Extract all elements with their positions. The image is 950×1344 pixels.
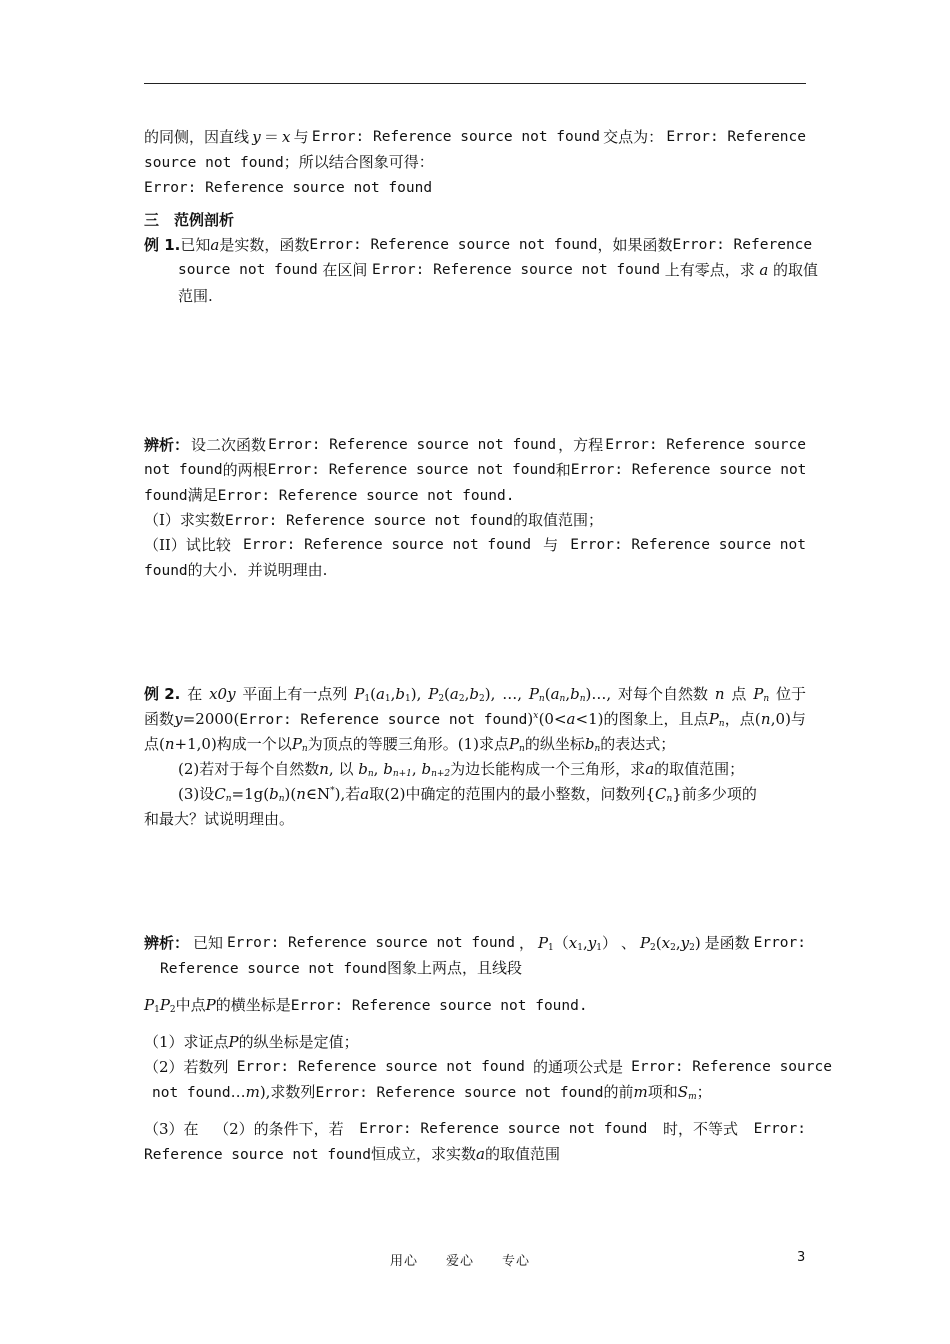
analysis-label: 辨析： (144, 934, 190, 952)
text: ，点( (724, 710, 761, 728)
example-1-line-3: 范围. (178, 287, 213, 305)
ref-error: Error: Reference source not found (371, 262, 661, 278)
var-n: n (164, 735, 175, 753)
text: 的通项公式是 (532, 1058, 623, 1076)
text: 的前 (603, 1083, 634, 1101)
ref-error: Error: Reference source not found. (290, 998, 588, 1014)
analysis-2-line-1 (144, 934, 806, 952)
text: ＝ (263, 128, 279, 146)
text: ,0)与 (770, 710, 806, 728)
condition: (0<a<1)的图象上，且点 (538, 710, 709, 728)
analysis-1-part-ii-cont (144, 561, 327, 580)
ref-error: Error: Reference source not found (144, 180, 433, 196)
analysis-1-part-ii (144, 536, 806, 554)
ref-error: Error: Reference source not (570, 462, 807, 478)
analysis-label: 辨析： (144, 436, 190, 454)
text: 的大小．并说明理由. (187, 561, 328, 579)
example-2-part-3 (178, 785, 757, 803)
text: )( (284, 785, 297, 803)
var-sm: $S_m$ (677, 1083, 697, 1102)
text: 位于 (775, 685, 806, 703)
ref-error: Error: Reference source not found (311, 129, 600, 145)
ref-error: Error: Reference source not found (359, 1121, 648, 1137)
point-pn: $P_n(a_n,b_n)\dots$, (528, 685, 612, 704)
analysis-2-line-3 (144, 996, 588, 1015)
text: ),若 (334, 785, 361, 803)
text: ；所以结合图象可得： (283, 153, 434, 171)
text: 的纵坐标是定值； (238, 1033, 359, 1051)
footer-slogan: 用心 爱心 专心 (390, 1254, 531, 1269)
text: 设二次函数 (191, 436, 267, 454)
text: 、 (620, 934, 636, 952)
text: 在 (187, 685, 203, 703)
text: =1g( (231, 785, 270, 803)
text: 点 (731, 685, 747, 703)
example-label: 例 1. (144, 236, 181, 254)
ref-error: Error: Reference source not found. (217, 488, 515, 504)
point-pn: $P_n$ (708, 710, 725, 729)
text: 为边长能构成一个三角形，求 (450, 760, 646, 778)
text: 对每个自然数 (617, 685, 708, 703)
text: （I）求实数 (144, 511, 225, 529)
section-heading: 三 范例剖析 (144, 211, 235, 229)
text: ),求数列 (259, 1083, 316, 1101)
var-n: n (714, 685, 725, 703)
text: 和 (555, 461, 571, 479)
text: 的同侧，因直线 (144, 128, 250, 146)
ref-error: Reference source not found (160, 961, 387, 977)
ref-error: Error: Reference (666, 129, 806, 145)
text: 与 (543, 536, 559, 554)
text: ， (518, 934, 534, 952)
text: 的取值范围 (484, 1145, 560, 1163)
var-m: m (633, 1083, 648, 1101)
var-xoy: x0y (209, 685, 236, 703)
text: +1,0)构成一个以 (174, 735, 292, 753)
text: （2）若数列 (144, 1058, 229, 1076)
var-a: a (210, 236, 220, 254)
text: 平面上有一点列 (242, 685, 348, 703)
analysis-2-part-3-cont (144, 1145, 560, 1164)
ref-error: source not found (178, 262, 318, 278)
text: ∈N (305, 785, 331, 803)
page-number: 3 (797, 1250, 806, 1265)
text: （3）在 (144, 1120, 199, 1138)
ref-error: not found (144, 462, 223, 478)
point-p2: $P_2(a_2,b_2)$, (428, 685, 496, 704)
text: 恒成立，求实数 (370, 1145, 476, 1163)
example-2-line-3 (144, 735, 675, 753)
segment-p1p2: $P_1P_2$ (144, 996, 176, 1015)
text: 图象上两点，且线段 (386, 959, 522, 977)
example-label: 例 2. (144, 685, 181, 703)
text: （II）试比较 (144, 536, 231, 554)
analysis-2-part-1 (144, 1033, 359, 1051)
var-a: a (476, 1145, 485, 1163)
ref-error: source not found (144, 155, 284, 171)
analysis-1-part-i (144, 511, 603, 530)
text: 是实数，函数 (219, 236, 310, 254)
ref-error: Error: (753, 1121, 806, 1137)
var-p: P (205, 996, 216, 1014)
text: 与 (293, 128, 309, 146)
var-bn: $b_n$ (584, 735, 601, 754)
var-x: x (282, 128, 291, 146)
var-bn1: $b_{n+1}$, (383, 760, 417, 779)
text: 项和 (647, 1083, 678, 1101)
analysis-1-line-1 (144, 436, 806, 454)
text: }前多少项的 (672, 785, 757, 803)
example-2-line-6: 和最大？试说明理由。 (144, 810, 295, 828)
ref-error: Error: Reference source not found (242, 537, 532, 553)
intro-line-3 (144, 178, 432, 197)
point-pn: $P_n$ (753, 685, 770, 704)
text: (3)设 (178, 785, 215, 803)
point-pn: $P_n$ (291, 735, 308, 754)
ref-error: Reference source not found (144, 1147, 371, 1163)
ref-error: Error: (753, 935, 806, 951)
analysis-2-part-2 (144, 1058, 832, 1076)
text: 函数 (144, 710, 175, 728)
analysis-2-line-2 (160, 959, 522, 978)
ref-error: Error: Reference source not found (226, 935, 516, 951)
ref-error: Error: Reference source not found (236, 1059, 525, 1075)
analysis-2-part-3 (144, 1120, 806, 1138)
text: （1）求证点 (144, 1033, 229, 1051)
var-m: m (245, 1083, 260, 1101)
ref-error: Error: Reference source (605, 437, 806, 453)
text: 为顶点的等腰三角形。(1)求点 (307, 735, 509, 753)
intro-line-2 (144, 153, 434, 172)
header-rule (144, 83, 806, 84)
text: 中点 (175, 996, 206, 1014)
text: 交点为： (603, 128, 664, 146)
ellipsis: …, (502, 685, 522, 703)
ref-error: not found (152, 1085, 231, 1101)
text: 在区间 (322, 261, 368, 279)
analysis-2-part-2-cont (152, 1083, 712, 1102)
analysis-1-line-2 (144, 461, 806, 479)
ref-error: Error: Reference source not found (268, 437, 557, 453)
text: ； (696, 1083, 712, 1101)
text: 以 (338, 760, 354, 778)
text: 的纵坐标 (524, 735, 585, 753)
text: (2)若对于每个自然数 (178, 760, 320, 778)
text: 时，不等式 (662, 1120, 738, 1138)
example-2-part-2: (2)若对于每个自然数n, 以 $b_n$, $b_{n+1}$, $b_{n+2}$为边长能构成一个三角形，求a的取值范围； (178, 760, 745, 779)
var-a: a (759, 261, 769, 279)
var-bn: $b_n$ (269, 785, 285, 804)
var-p: P (228, 1033, 239, 1051)
var-n: n (760, 710, 771, 728)
text: 是函数 (704, 934, 750, 952)
var-n: n (319, 760, 329, 778)
text: 的取值范围； (513, 511, 604, 529)
formula: y=2000(Error: Reference source not found)$^x$ (174, 710, 539, 728)
var-bn: $b_n$, (358, 760, 379, 779)
text: 的表达式； (600, 735, 676, 753)
point-p1: $P_1(x_1,y_1)$ (537, 934, 618, 953)
var-cn: $C_n$ (655, 785, 673, 804)
text: 满足 (187, 486, 218, 504)
text: 的取值 (772, 261, 818, 279)
text: （2）的条件下，若 (214, 1120, 344, 1138)
ref-error: Error: Reference source not found (224, 513, 514, 529)
ref-error: Error: Reference source not found (267, 462, 556, 478)
text: 取(2)中确定的范围内的最小整数，问数列{ (369, 785, 656, 803)
text: 已知 (192, 934, 223, 952)
superscript: * (330, 786, 335, 796)
var-y: y (252, 128, 261, 146)
example-2-line-2 (144, 710, 806, 729)
text: 已知 (180, 236, 211, 254)
var-a: a (645, 760, 655, 778)
text: … (230, 1083, 246, 1101)
ref-error: found (144, 488, 188, 504)
text: ，方程 (558, 436, 604, 454)
ref-error: found (144, 563, 188, 579)
example-2-line-1 (144, 685, 806, 703)
text: 的横坐标是 (215, 996, 291, 1014)
example-1-line-2 (178, 261, 818, 279)
example-1-line-1 (144, 236, 813, 254)
point-p1: $P_1(a_1,b_1)$, (354, 685, 422, 704)
var-bn2: $b_{n+2}$ (421, 760, 451, 779)
ref-error: Error: Reference source not found (315, 1085, 604, 1101)
ref-error: Error: Reference (672, 237, 813, 253)
point-pn: $P_n$ (508, 735, 525, 754)
text: 的两根 (222, 461, 268, 479)
var-a: a (360, 785, 370, 803)
ref-error: Error: Reference source not (570, 537, 806, 553)
text: 的取值范围； (654, 760, 745, 778)
ref-error: Error: Reference source not found (309, 237, 598, 253)
analysis-1-line-3 (144, 486, 514, 505)
point-p2: $P_2(x_2,y_2)$ (639, 934, 701, 953)
var-n: n (296, 785, 306, 803)
text: 上有零点，求 (664, 261, 755, 279)
text: ，如果函数 (597, 236, 673, 254)
var-cn: $C_n$ (214, 785, 232, 804)
ref-error: Error: Reference source (631, 1059, 832, 1075)
text: 点( (144, 735, 165, 753)
intro-line-1 (144, 128, 806, 146)
